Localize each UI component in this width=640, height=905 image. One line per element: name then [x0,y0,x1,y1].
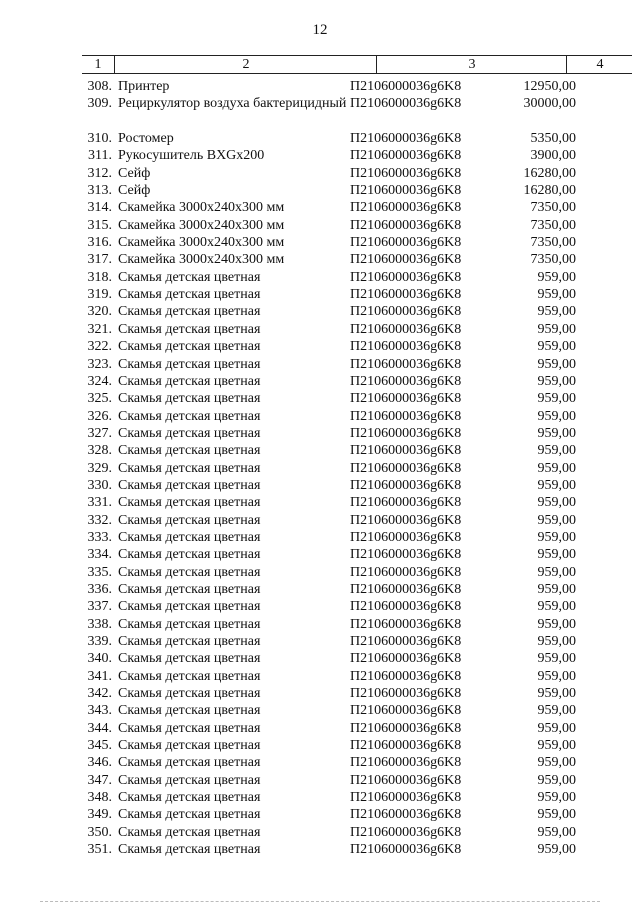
item-code: П2106000036g6K8 [350,356,462,372]
item-name: Скамья детская цветная [118,321,261,337]
row-number: 343. [87,703,112,719]
row-number: 342. [87,686,112,702]
footer-divider [40,901,600,903]
row-number: 344. [87,720,112,736]
row-number: 329. [87,460,112,476]
table-row [0,269,640,286]
row-number: 328. [87,443,112,459]
table-row [0,720,640,737]
item-name: Скамья детская цветная [118,755,261,771]
item-price: 959,00 [537,495,576,511]
item-price: 959,00 [537,339,576,355]
row-number: 349. [87,807,112,823]
item-price: 959,00 [537,373,576,389]
item-code: П2106000036g6K8 [350,269,462,285]
item-price: 959,00 [537,512,576,528]
table-row [0,147,640,164]
item-name: Скамья детская цветная [118,842,261,858]
item-code: П2106000036g6K8 [350,304,462,320]
table-row [0,598,640,615]
row-number: 341. [87,668,112,684]
row-number: 310. [87,131,112,147]
row-number: 326. [87,408,112,424]
row-number: 327. [87,425,112,441]
item-code: П2106000036g6K8 [350,755,462,771]
item-code: П2106000036g6K8 [350,738,462,754]
item-code: П2106000036g6K8 [350,634,462,649]
row-number: 313. [87,183,112,199]
row-number: 334. [87,547,112,563]
item-name: Скамейка 3000x240x300 мм [118,235,285,251]
table-row [0,650,640,667]
item-name: Скамья детская цветная [118,564,261,580]
item-price: 16280,00 [523,165,576,181]
table-row [0,754,640,771]
row-number: 347. [87,772,112,788]
item-code: П2106000036g6K8 [350,425,462,441]
item-code: П2106000036g6K8 [350,443,462,459]
table-row [0,512,640,529]
item-code: П2106000036g6K8 [350,668,462,684]
item-code: П2106000036g6K8 [350,529,462,545]
table-row [0,546,640,563]
table-body [0,78,640,858]
item-price: 7350,00 [530,235,576,251]
item-name: Скамья детская цветная [118,287,261,303]
row-number: 338. [87,616,112,632]
item-name: Ростомер [118,131,174,147]
row-number: 346. [87,755,112,771]
item-name: Скамья детская цветная [118,807,261,823]
item-code: П2106000036g6K8 [350,564,462,580]
table-row [0,737,640,754]
item-price: 30000,00 [523,96,576,112]
item-code: П2106000036g6K8 [350,165,462,181]
table-row [0,460,640,477]
item-code: П2106000036g6K8 [350,131,462,147]
row-number: 323. [87,356,112,372]
item-name: Скамья детская цветная [118,720,261,736]
table-row [0,321,640,338]
table-row [0,303,640,320]
item-price: 959,00 [537,425,576,441]
table-row [0,199,640,216]
item-code: П2106000036g6K8 [350,512,462,528]
item-price: 959,00 [537,564,576,580]
column-header-1: 1 [94,57,102,72]
table-row [0,477,640,494]
item-price: 959,00 [537,408,576,424]
item-code: П2106000036g6K8 [350,252,462,268]
item-code: П2106000036g6K8 [350,651,462,667]
item-name: Скамья детская цветная [118,477,261,493]
item-code: П2106000036g6K8 [350,720,462,736]
item-code: П2106000036g6K8 [350,460,462,476]
item-name: Скамья детская цветная [118,529,261,545]
table-row [0,824,640,841]
row-number: 315. [87,217,112,233]
item-price: 7350,00 [530,217,576,233]
column-header-3: 3 [376,56,567,73]
item-code: П2106000036g6K8 [350,824,462,840]
item-name: Скамья детская цветная [118,651,261,667]
item-name: Скамья детская цветная [118,269,261,285]
item-code: П2106000036g6K8 [350,547,462,563]
item-name: Скамья детская цветная [118,668,261,684]
item-price: 959,00 [537,772,576,788]
item-price: 959,00 [537,651,576,667]
item-name: Скамейка 3000x240x300 мм [118,217,285,233]
table-row [0,373,640,390]
row-number: 335. [87,564,112,580]
item-price: 959,00 [537,321,576,337]
table-row [0,78,640,95]
item-name: Скамья детская цветная [118,373,261,389]
item-name: Скамейка 3000x240x300 мм [118,252,285,268]
item-code: П2106000036g6K8 [350,599,462,615]
item-name: Скамья детская цветная [118,772,261,788]
table-row [0,165,640,182]
item-name: Скамья детская цветная [118,356,261,372]
row-number: 324. [87,373,112,389]
item-price: 959,00 [537,842,576,858]
item-name: Скамья детская цветная [118,703,261,719]
table-row [0,529,640,546]
table-row [0,789,640,806]
table-row [0,581,640,598]
item-name: Рециркулятор воздуха бактерицидный [118,96,347,112]
table-row [0,390,640,407]
item-name: Скамья детская цветная [118,686,261,702]
item-price: 959,00 [537,269,576,285]
item-name: Скамья детская цветная [118,425,261,441]
item-name: Скамейка 3000x240x300 мм [118,200,285,216]
row-number: 351. [87,842,112,858]
item-code: П2106000036g6K8 [350,842,462,858]
item-code: П2106000036g6K8 [350,807,462,823]
item-price: 959,00 [537,755,576,771]
table-row [0,286,640,303]
item-code: П2106000036g6K8 [350,581,462,597]
item-price: 959,00 [537,738,576,754]
item-name: Скамья детская цветная [118,391,261,407]
row-number: 348. [87,790,112,806]
item-code: П2106000036g6K8 [350,495,462,511]
table-header [82,55,632,74]
column-header-4: 4 [566,56,633,73]
item-price: 959,00 [537,616,576,632]
item-price: 959,00 [537,547,576,563]
item-name: Скамья детская цветная [118,304,261,320]
item-price: 959,00 [537,391,576,407]
item-price: 3900,00 [530,148,576,164]
item-price: 959,00 [537,824,576,840]
table-row [0,425,640,442]
row-number: 333. [87,529,112,545]
item-price: 959,00 [537,477,576,493]
table-row [0,806,640,823]
item-price: 5350,00 [530,131,576,147]
item-price: 959,00 [537,686,576,702]
table-row [0,494,640,511]
row-number: 332. [87,512,112,528]
item-price: 959,00 [537,356,576,372]
item-price: 959,00 [537,304,576,320]
item-code: П2106000036g6K8 [350,217,462,233]
item-price: 959,00 [537,790,576,806]
table-row [0,217,640,234]
item-price: 959,00 [537,529,576,545]
table-row [0,564,640,581]
table-row [0,841,640,858]
table-row [0,234,640,251]
item-code: П2106000036g6K8 [350,96,462,112]
row-number: 318. [87,269,112,285]
item-name: Скамья детская цветная [118,738,261,754]
item-code: П2106000036g6K8 [350,148,462,164]
item-code: П2106000036g6K8 [350,79,462,94]
item-price: 959,00 [537,634,576,649]
item-name: Скамья детская цветная [118,581,261,597]
row-number: 319. [87,287,112,303]
item-price: 959,00 [537,460,576,476]
table-row [0,251,640,268]
item-price: 959,00 [537,807,576,823]
row-number: 337. [87,599,112,615]
item-name: Скамья детская цветная [118,790,261,806]
table-row [0,633,640,650]
item-name: Скамья детская цветная [118,547,261,563]
item-code: П2106000036g6K8 [350,703,462,719]
item-price: 959,00 [537,668,576,684]
item-price: 959,00 [537,443,576,459]
row-number: 330. [87,477,112,493]
row-number: 340. [87,651,112,667]
row-number: 336. [87,581,112,597]
table-row [0,338,640,355]
table-row [0,130,640,147]
item-code: П2106000036g6K8 [350,772,462,788]
item-code: П2106000036g6K8 [350,373,462,389]
page-number: 12 [312,22,328,38]
item-code: П2106000036g6K8 [350,686,462,702]
item-name: Скамья детская цветная [118,495,261,511]
table-row [0,616,640,633]
item-code: П2106000036g6K8 [350,235,462,251]
row-number: 309. [87,96,112,112]
row-number: 308. [87,79,112,94]
item-name: Скамья детская цветная [118,616,261,632]
item-name: Скамья детская цветная [118,824,261,840]
row-number: 325. [87,391,112,407]
item-price: 12950,00 [523,79,576,94]
item-price: 959,00 [537,599,576,615]
table-row [0,356,640,373]
item-code: П2106000036g6K8 [350,339,462,355]
row-number: 322. [87,339,112,355]
row-number: 345. [87,738,112,754]
row-number: 321. [87,321,112,337]
table-row [0,95,640,130]
row-number: 314. [87,200,112,216]
table-row [0,182,640,199]
table-row [0,772,640,789]
item-name: Скамья детская цветная [118,339,261,355]
item-price: 7350,00 [530,252,576,268]
row-number: 317. [87,252,112,268]
table-row [0,685,640,702]
item-name: Скамья детская цветная [118,599,261,615]
item-price: 16280,00 [523,183,576,199]
table-row [0,668,640,685]
item-name: Рукосушитель BXGx200 [118,148,265,164]
item-code: П2106000036g6K8 [350,321,462,337]
table-row [0,408,640,425]
item-name: Сейф [118,183,151,199]
item-code: П2106000036g6K8 [350,391,462,407]
item-name: Скамья детская цветная [118,634,261,649]
item-name: Скамья детская цветная [118,512,261,528]
row-number: 350. [87,824,112,840]
item-price: 959,00 [537,703,576,719]
item-name: Сейф [118,165,151,181]
item-code: П2106000036g6K8 [350,477,462,493]
row-number: 320. [87,304,112,320]
item-price: 959,00 [537,287,576,303]
item-name: Скамья детская цветная [118,408,261,424]
item-code: П2106000036g6K8 [350,408,462,424]
item-name: Скамья детская цветная [118,443,261,459]
row-number: 311. [88,148,112,164]
row-number: 331. [87,495,112,511]
item-price: 959,00 [537,720,576,736]
item-code: П2106000036g6K8 [350,183,462,199]
table-row [0,702,640,719]
row-number: 312. [87,165,112,181]
item-code: П2106000036g6K8 [350,287,462,303]
row-number: 339. [87,634,112,649]
row-number: 316. [87,235,112,251]
item-code: П2106000036g6K8 [350,200,462,216]
item-code: П2106000036g6K8 [350,790,462,806]
item-price: 7350,00 [530,200,576,216]
item-name: Скамья детская цветная [118,460,261,476]
item-price: 959,00 [537,581,576,597]
item-code: П2106000036g6K8 [350,616,462,632]
column-header-2: 2 [114,56,377,73]
item-name: Принтер [118,79,170,94]
table-row [0,442,640,459]
